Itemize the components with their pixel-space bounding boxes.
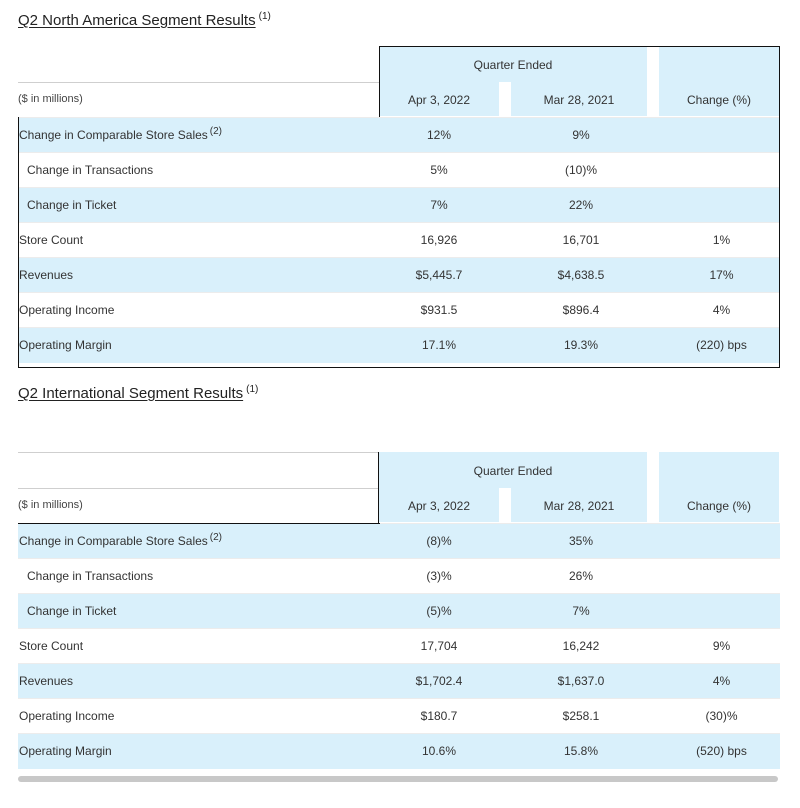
value-change: (520) bps [696, 744, 747, 758]
body-frame [18, 117, 780, 368]
table-row [18, 698, 780, 734]
column-header-mar-2021: Mar 28, 2021 [543, 93, 615, 107]
value-apr-2022: $5,445.7 [415, 268, 463, 282]
value-mar-2021: 16,701 [562, 233, 600, 247]
title-footnote: (1) [246, 384, 259, 395]
row-label: Operating Income [19, 303, 115, 317]
value-apr-2022: $180.7 [420, 709, 458, 723]
column-header-apr-2022: Apr 3, 2022 [407, 499, 471, 513]
value-apr-2022: 16,926 [420, 233, 458, 247]
value-mar-2021: $896.4 [562, 303, 600, 317]
column-header-change: Change (%) [686, 93, 752, 107]
table-row [18, 558, 780, 594]
value-change [663, 559, 780, 594]
row-label: Change in Ticket [27, 198, 117, 212]
row-label: Operating Margin [19, 744, 112, 758]
value-change: (220) bps [696, 338, 747, 352]
value-mar-2021: 19.3% [563, 338, 599, 352]
table-row [18, 593, 780, 629]
table-row [18, 628, 780, 664]
header-frame [379, 46, 780, 117]
value-change: 17% [709, 268, 734, 282]
header-frame-left [378, 452, 379, 524]
value-apr-2022: 7% [430, 198, 448, 212]
column-header-apr-2022: Apr 3, 2022 [407, 93, 471, 107]
value-change: 9% [712, 639, 731, 653]
units-label: ($ in millions) [18, 499, 83, 511]
value-apr-2022: 10.6% [421, 744, 457, 758]
value-change: (30)% [705, 709, 738, 723]
value-mar-2021: 15.8% [563, 744, 599, 758]
header-frame [18, 523, 380, 524]
row-label: Change in Comparable Store Sales $^{(2)}$ [19, 532, 223, 548]
value-mar-2021: 35% [568, 534, 594, 548]
value-mar-2021: $4,638.5 [557, 268, 605, 282]
value-mar-2021: 26% [568, 569, 594, 583]
value-change: 1% [712, 233, 731, 247]
quarter-ended-header: Quarter Ended [473, 58, 553, 72]
value-mar-2021: 22% [568, 198, 594, 212]
table-row [18, 733, 780, 769]
value-apr-2022: 5% [430, 163, 448, 177]
section-title-north-america: Q2 North America Segment Results $^{(1)}$ [18, 11, 271, 29]
section-title-international: Q2 International Segment Results $^{(1)}$ [18, 384, 259, 402]
row-label: Change in Transactions [27, 163, 154, 177]
value-mar-2021: 7% [572, 604, 590, 618]
row-label: Revenues [19, 268, 74, 282]
value-change: 4% [712, 303, 731, 317]
value-apr-2022: 17,704 [420, 639, 458, 653]
column-header-mar-2021: Mar 28, 2021 [543, 499, 615, 513]
value-change: 4% [712, 674, 731, 688]
table-row [18, 523, 780, 559]
table-row [18, 663, 780, 699]
quarter-ended-header: Quarter Ended [473, 464, 553, 478]
title-footnote: (1) [258, 11, 271, 22]
horizontal-scrollbar[interactable] [18, 776, 778, 782]
value-change [663, 524, 780, 559]
units-label: ($ in millions) [18, 93, 83, 105]
value-apr-2022: $931.5 [420, 303, 458, 317]
row-label: Change in Comparable Store Sales $^{(2)}$ [19, 126, 223, 142]
value-apr-2022: $1,702.4 [415, 674, 463, 688]
value-mar-2021: $1,637.0 [557, 674, 605, 688]
value-apr-2022: 12% [426, 128, 452, 142]
row-label: Change in Ticket [27, 604, 117, 618]
value-mar-2021: (10)% [564, 163, 597, 177]
row-label: Operating Margin [19, 338, 112, 352]
row-label: Store Count [19, 233, 84, 247]
value-mar-2021: $258.1 [562, 709, 600, 723]
column-header-change: Change (%) [686, 499, 752, 513]
value-apr-2022: (8)% [426, 534, 452, 548]
value-apr-2022: (5)% [426, 604, 452, 618]
row-label: Store Count [19, 639, 84, 653]
value-mar-2021: 16,242 [562, 639, 600, 653]
row-label: Change in Transactions [27, 569, 154, 583]
value-change [663, 594, 780, 629]
row-label: Operating Income [19, 709, 115, 723]
value-apr-2022: 17.1% [421, 338, 457, 352]
row-label: Revenues [19, 674, 74, 688]
value-mar-2021: 9% [572, 128, 590, 142]
value-apr-2022: (3)% [426, 569, 452, 583]
